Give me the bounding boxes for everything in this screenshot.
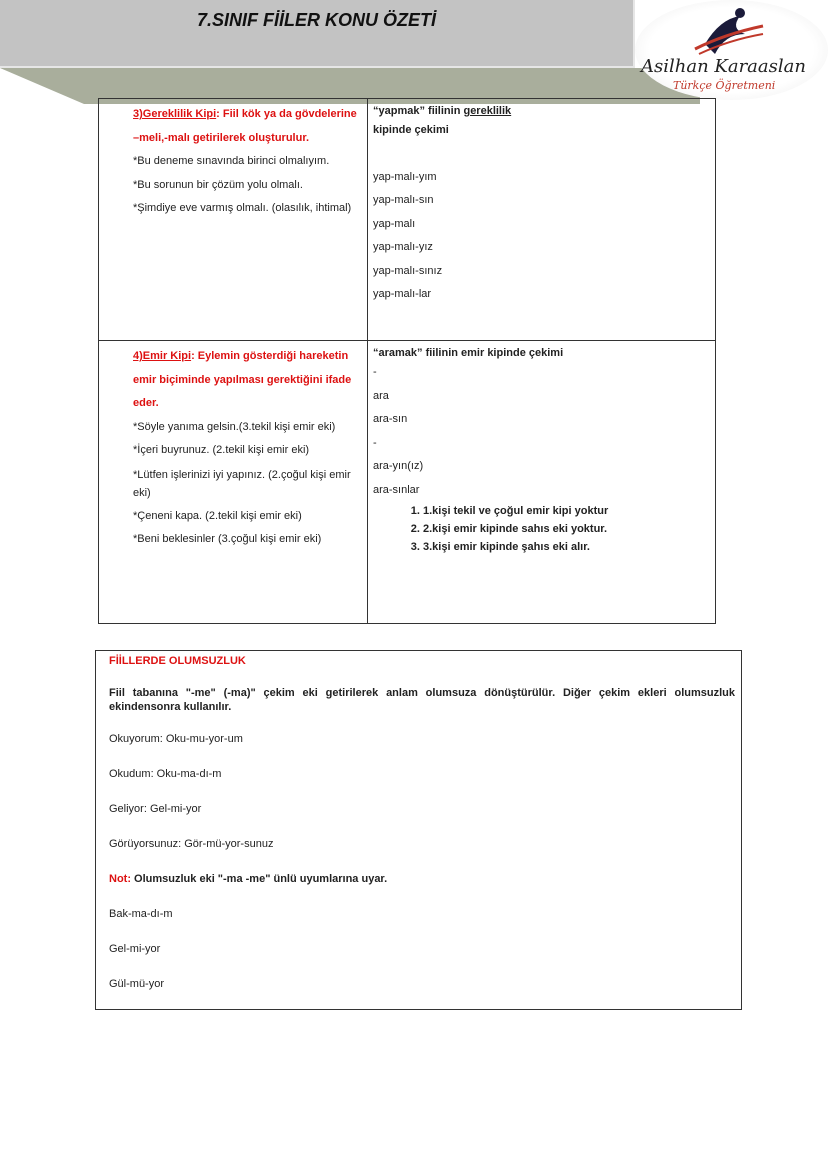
example: *Bu sorunun bir çözüm yolu olmalı. — [133, 178, 303, 191]
emir-notes — [373, 502, 709, 556]
example: *Bu deneme sınavında birinci olmalıyım. — [133, 155, 330, 167]
conj-title: “aramak” fiilinin emir kipinde çekimi — [373, 347, 564, 359]
conjugation: ara-sınlar — [373, 483, 420, 496]
example: Geliyor: Gel-mi-yor — [109, 803, 202, 815]
conjugation: yap-malı-yım — [373, 170, 437, 183]
conjugation: yap-malı-lar — [373, 288, 432, 300]
conjugation: yap-malı-sınız — [373, 264, 443, 277]
runner-logo-icon — [685, 4, 765, 60]
example: *Beni beklesinler (3.çoğul kişi emir eki) — [133, 533, 322, 545]
example: Gel-mi-yor — [109, 943, 161, 955]
conjugation: ara — [373, 389, 389, 402]
heading-label: 4)Emir Kipi — [133, 350, 192, 362]
logo-name: Asilhan Karaaslan — [641, 56, 806, 77]
example: Okuyorum: Oku-mu-yor-um — [109, 733, 243, 745]
gereklilik-conjugation — [368, 99, 716, 341]
note: 2. 2.kişi emir kipinde sahıs eki yoktur. — [423, 520, 709, 538]
note: 1. 1.kişi tekil ve çoğul emir kipi yoktur — [423, 502, 709, 520]
conj-title: gereklilik — [463, 105, 512, 117]
heading-label: 3)Gereklilik Kipi — [133, 108, 217, 120]
note-label: Not: — [109, 873, 131, 885]
example: *Lütfen işlerinizi iyi yapınız. (2.çoğul kişi emir eki) — [133, 468, 351, 499]
header-banner — [0, 0, 635, 68]
conjugation: - — [373, 366, 377, 378]
conjugation: yap-malı — [373, 217, 416, 230]
note — [109, 872, 735, 886]
conj-title: kipinde çekimi — [373, 124, 449, 136]
intro-text: Fiil tabanına "-me" (-ma)" çekim eki getirilerek anlam olumsuza dönüştürülür. Diğer çekim ekleri olumsuzluk ekindensonra kullanılır. — [109, 687, 735, 713]
negation-section — [95, 650, 742, 1010]
example: *Şimdiye eve varmış olmalı. (olasılık, ihtimal) — [133, 202, 352, 214]
emir-description — [99, 341, 368, 624]
conjugation: ara-sın — [373, 413, 408, 425]
page-title: 7.SINIF FİİLER KONU ÖZETİ — [196, 10, 436, 30]
heading-text: : Eylemin gösterdiği hareketin emir biçiminde yapılması gerektiğini ifade eder. — [133, 350, 352, 409]
conjugation: ara-yın(ız) — [373, 460, 424, 472]
heading-text: : Fiil kök ya da gövdelerine –meli,-malı getirilerek oluşturulur. — [133, 108, 357, 144]
table-row — [99, 99, 716, 341]
verb-moods-table — [98, 98, 716, 624]
example: Okudum: Oku-ma-dı-m — [109, 768, 222, 780]
example: Gül-mü-yor — [109, 978, 165, 990]
conj-title: “yapmak” fiilinin — [373, 105, 464, 117]
example: Görüyorsunuz: Gör-mü-yor-sunuz — [109, 838, 274, 850]
table-row — [99, 341, 716, 624]
section-title: FİİLLERDE OLUMSUZLUK — [109, 655, 246, 667]
note-text: Olumsuzluk eki "-ma -me" ünlü uyumlarına uyar. — [131, 873, 388, 885]
example: *İçeri buyrunuz. (2.tekil kişi emir eki) — [133, 444, 310, 456]
example: *Çeneni kapa. (2.tekil kişi emir eki) — [133, 509, 302, 522]
note: 3. 3.kişi emir kipinde şahıs eki alır. — [423, 538, 709, 556]
emir-conjugation — [368, 341, 716, 624]
gereklilik-description — [99, 99, 368, 341]
example: *Söyle yanıma gelsin.(3.tekil kişi emir eki) — [133, 420, 336, 433]
logo-subtitle: Türkçe Öğretmeni — [673, 79, 776, 92]
conjugation: yap-malı-sın — [373, 194, 434, 206]
logo — [635, 0, 828, 100]
conjugation: yap-malı-yız — [373, 241, 433, 253]
conjugation: - — [373, 436, 377, 449]
example: Bak-ma-dı-m — [109, 908, 173, 920]
